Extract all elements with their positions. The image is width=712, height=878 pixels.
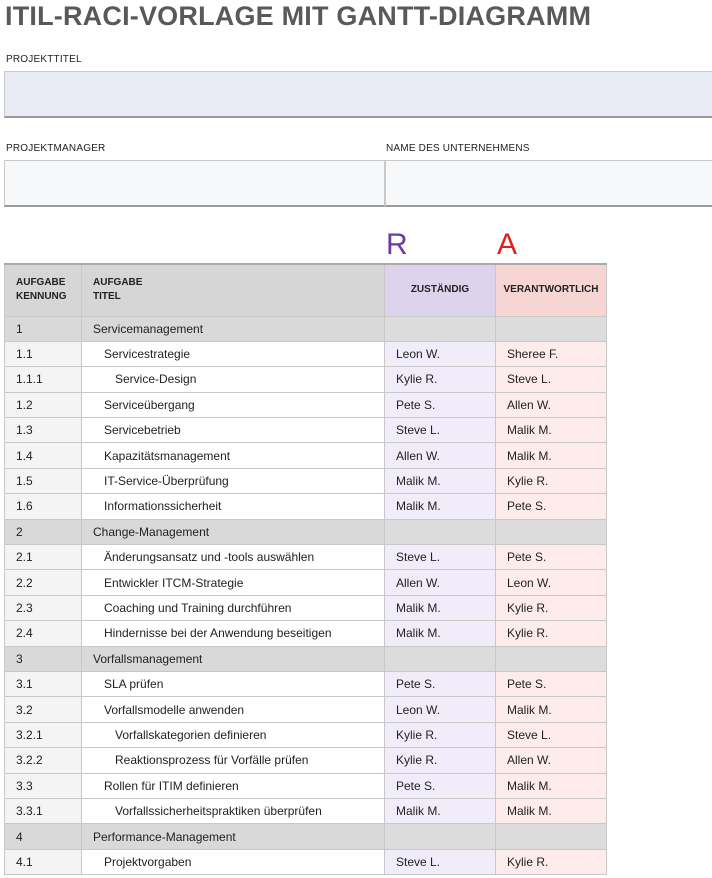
accountable-cell[interactable] <box>496 646 607 671</box>
accountable-cell[interactable]: Malik M. <box>496 443 607 468</box>
project-title-field[interactable] <box>4 71 712 118</box>
accountable-cell[interactable]: Pete S. <box>496 494 607 519</box>
accountable-cell[interactable]: Kylie R. <box>496 468 607 493</box>
task-id-cell[interactable]: 2.4 <box>5 621 82 646</box>
responsible-cell[interactable]: Malik M. <box>385 595 496 620</box>
task-title-cell-text: Servicemanagement <box>93 321 204 336</box>
accountable-cell[interactable]: Kylie R. <box>496 849 607 874</box>
company-name-label: NAME DES UNTERNEHMENS <box>386 143 530 154</box>
task-title-cell-text: Vorfallsmodelle anwenden <box>104 702 245 717</box>
section-row <box>5 646 607 671</box>
responsible-cell[interactable] <box>385 824 496 849</box>
header-task-title <box>82 264 385 316</box>
accountable-cell[interactable]: Kylie R. <box>496 621 607 646</box>
company-name-field[interactable] <box>385 160 712 207</box>
task-id-cell[interactable]: 2.2 <box>5 570 82 595</box>
raci-table-body <box>5 316 607 875</box>
responsible-cell[interactable]: Leon W. <box>385 697 496 722</box>
responsible-cell[interactable]: Allen W. <box>385 570 496 595</box>
accountable-cell[interactable]: Pete S. <box>496 671 607 696</box>
task-id-cell[interactable]: 3.2.1 <box>5 722 82 747</box>
responsible-cell[interactable]: Malik M. <box>385 798 496 823</box>
header-task-id-line1: AUFGABE <box>16 277 66 289</box>
table-row <box>5 798 607 823</box>
responsible-cell[interactable]: Pete S. <box>385 671 496 696</box>
task-title-cell-text: Change-Management <box>93 524 210 539</box>
table-header-row <box>5 264 607 316</box>
responsible-cell[interactable]: Allen W. <box>385 443 496 468</box>
raci-table <box>4 263 607 875</box>
table-row <box>5 443 607 468</box>
task-title-cell[interactable] <box>82 545 385 570</box>
responsible-cell[interactable]: Steve L. <box>385 545 496 570</box>
accountable-cell[interactable]: Allen W. <box>496 748 607 773</box>
task-title-cell-text: Kapazitätsmanagement <box>104 448 231 463</box>
task-title-cell-text: Vorfallsmanagement <box>93 651 203 666</box>
responsible-cell[interactable] <box>385 316 496 341</box>
task-title-cell[interactable] <box>82 697 385 722</box>
task-id-cell[interactable]: 4 <box>5 824 82 849</box>
project-manager-label: PROJEKTMANAGER <box>6 143 106 154</box>
task-title-cell-text: Entwickler ITCM-Strategie <box>104 575 244 590</box>
table-row <box>5 545 607 570</box>
table-row <box>5 494 607 519</box>
task-title-cell[interactable] <box>82 646 385 671</box>
responsible-cell[interactable] <box>385 519 496 544</box>
task-title-cell[interactable] <box>82 824 385 849</box>
accountable-cell[interactable] <box>496 316 607 341</box>
table-row <box>5 722 607 747</box>
responsible-cell[interactable]: Pete S. <box>385 773 496 798</box>
table-row <box>5 341 607 366</box>
table-row <box>5 468 607 493</box>
accountable-cell[interactable]: Malik M. <box>496 773 607 798</box>
task-title-cell[interactable] <box>82 468 385 493</box>
task-title-cell-text: Servicebetrieb <box>104 423 181 438</box>
table-row <box>5 367 607 392</box>
responsible-cell[interactable]: Kylie R. <box>385 722 496 747</box>
page-title: ITIL-RACI-VORLAGE MIT GANTT-DIAGRAMM <box>5 1 592 31</box>
task-id-cell[interactable]: 1.1.1 <box>5 367 82 392</box>
section-row <box>5 519 607 544</box>
table-row <box>5 418 607 443</box>
responsible-letter: R <box>386 228 408 261</box>
responsible-cell[interactable]: Malik M. <box>385 621 496 646</box>
task-title-cell-text: IT-Service-Überprüfung <box>104 474 229 489</box>
responsible-cell[interactable]: Kylie R. <box>385 367 496 392</box>
task-title-cell-text: Hindernisse bei der Anwendung beseitigen <box>104 626 332 641</box>
responsible-cell[interactable]: Malik M. <box>385 468 496 493</box>
task-title-cell-text: Vorfallskategorien definieren <box>115 727 267 742</box>
table-row <box>5 849 607 874</box>
task-title-cell[interactable] <box>82 367 385 392</box>
task-title-cell-text: Rollen für ITIM definieren <box>104 778 239 793</box>
accountable-cell[interactable]: Kylie R. <box>496 595 607 620</box>
task-title-cell[interactable] <box>82 722 385 747</box>
accountable-cell[interactable]: Malik M. <box>496 697 607 722</box>
responsible-cell[interactable]: Leon W. <box>385 341 496 366</box>
task-title-cell[interactable] <box>82 849 385 874</box>
task-id-cell[interactable]: 3.3 <box>5 773 82 798</box>
accountable-cell[interactable] <box>496 824 607 849</box>
task-title-cell-text: Service-Design <box>115 372 197 387</box>
task-title-cell[interactable] <box>82 570 385 595</box>
task-title-cell[interactable] <box>82 392 385 417</box>
task-id-cell[interactable]: 4.1 <box>5 849 82 874</box>
section-row <box>5 824 607 849</box>
task-id-cell[interactable]: 1.4 <box>5 443 82 468</box>
responsible-cell[interactable]: Kylie R. <box>385 748 496 773</box>
task-title-cell-text: Performance-Management <box>93 829 236 844</box>
task-title-cell[interactable] <box>82 671 385 696</box>
task-title-cell[interactable] <box>82 519 385 544</box>
project-title-label: PROJEKTTITEL <box>6 54 82 65</box>
section-row <box>5 316 607 341</box>
header-task-id <box>5 264 82 316</box>
table-row <box>5 773 607 798</box>
task-id-cell[interactable]: 3.2.2 <box>5 748 82 773</box>
task-id-cell[interactable]: 1.2 <box>5 392 82 417</box>
task-title-cell-text: SLA prüfen <box>104 677 164 692</box>
task-id-cell[interactable]: 3 <box>5 646 82 671</box>
header-task-id-line2: KENNUNG <box>16 291 67 303</box>
task-title-cell[interactable] <box>82 595 385 620</box>
task-id-cell[interactable]: 3.1 <box>5 671 82 696</box>
task-id-cell[interactable]: 3.2 <box>5 697 82 722</box>
header-task-title-line1: AUFGABE <box>93 277 143 289</box>
task-title-cell-text: Coaching und Training durchführen <box>104 600 292 615</box>
table-row <box>5 697 607 722</box>
task-title-cell[interactable] <box>82 621 385 646</box>
accountable-letter: A <box>497 228 518 261</box>
responsible-cell[interactable]: Steve L. <box>385 418 496 443</box>
task-id-cell[interactable]: 1.5 <box>5 468 82 493</box>
accountable-cell[interactable]: Steve L. <box>496 722 607 747</box>
table-row <box>5 621 607 646</box>
task-title-cell-text: Änderungsansatz und -tools auswählen <box>104 550 315 565</box>
header-task-title-line2: TITEL <box>93 291 121 303</box>
table-row <box>5 392 607 417</box>
responsible-cell[interactable]: Steve L. <box>385 849 496 874</box>
accountable-cell[interactable]: Leon W. <box>496 570 607 595</box>
accountable-cell[interactable]: Malik M. <box>496 418 607 443</box>
accountable-cell[interactable]: Steve L. <box>496 367 607 392</box>
task-id-cell[interactable]: 3.3.1 <box>5 798 82 823</box>
project-manager-field[interactable] <box>4 160 385 207</box>
task-title-cell[interactable] <box>82 316 385 341</box>
task-id-cell[interactable]: 2.3 <box>5 595 82 620</box>
task-title-cell[interactable] <box>82 798 385 823</box>
header-accountable: VERANTWORTLICH <box>496 264 607 316</box>
responsible-cell[interactable]: Pete S. <box>385 392 496 417</box>
task-title-cell[interactable] <box>82 494 385 519</box>
task-id-cell[interactable]: 2 <box>5 519 82 544</box>
task-id-cell[interactable]: 2.1 <box>5 545 82 570</box>
table-row <box>5 748 607 773</box>
header-responsible: ZUSTÄNDIG <box>385 264 496 316</box>
responsible-cell[interactable] <box>385 646 496 671</box>
accountable-cell[interactable] <box>496 519 607 544</box>
task-title-cell-text: Projektvorgaben <box>104 854 192 869</box>
responsible-cell[interactable]: Malik M. <box>385 494 496 519</box>
table-row <box>5 570 607 595</box>
task-title-cell-text: Informationssicherheit <box>104 499 222 514</box>
table-row <box>5 671 607 696</box>
task-id-cell[interactable]: 1.1 <box>5 341 82 366</box>
task-title-cell[interactable] <box>82 773 385 798</box>
table-row <box>5 595 607 620</box>
accountable-cell[interactable]: Sheree F. <box>496 341 607 366</box>
accountable-cell[interactable]: Malik M. <box>496 798 607 823</box>
task-title-cell-text: Reaktionsprozess für Vorfälle prüfen <box>115 753 309 768</box>
task-title-cell-text: Servicestrategie <box>104 347 191 362</box>
task-title-cell[interactable] <box>82 443 385 468</box>
task-id-cell[interactable]: 1 <box>5 316 82 341</box>
task-title-cell[interactable] <box>82 418 385 443</box>
task-title-cell[interactable] <box>82 748 385 773</box>
task-title-cell-text: Serviceübergang <box>104 397 195 412</box>
task-title-cell-text: Vorfallssicherheitspraktiken überprüfen <box>115 804 322 819</box>
task-id-cell[interactable]: 1.3 <box>5 418 82 443</box>
accountable-cell[interactable]: Pete S. <box>496 545 607 570</box>
task-title-cell[interactable] <box>82 341 385 366</box>
task-id-cell[interactable]: 1.6 <box>5 494 82 519</box>
accountable-cell[interactable]: Allen W. <box>496 392 607 417</box>
